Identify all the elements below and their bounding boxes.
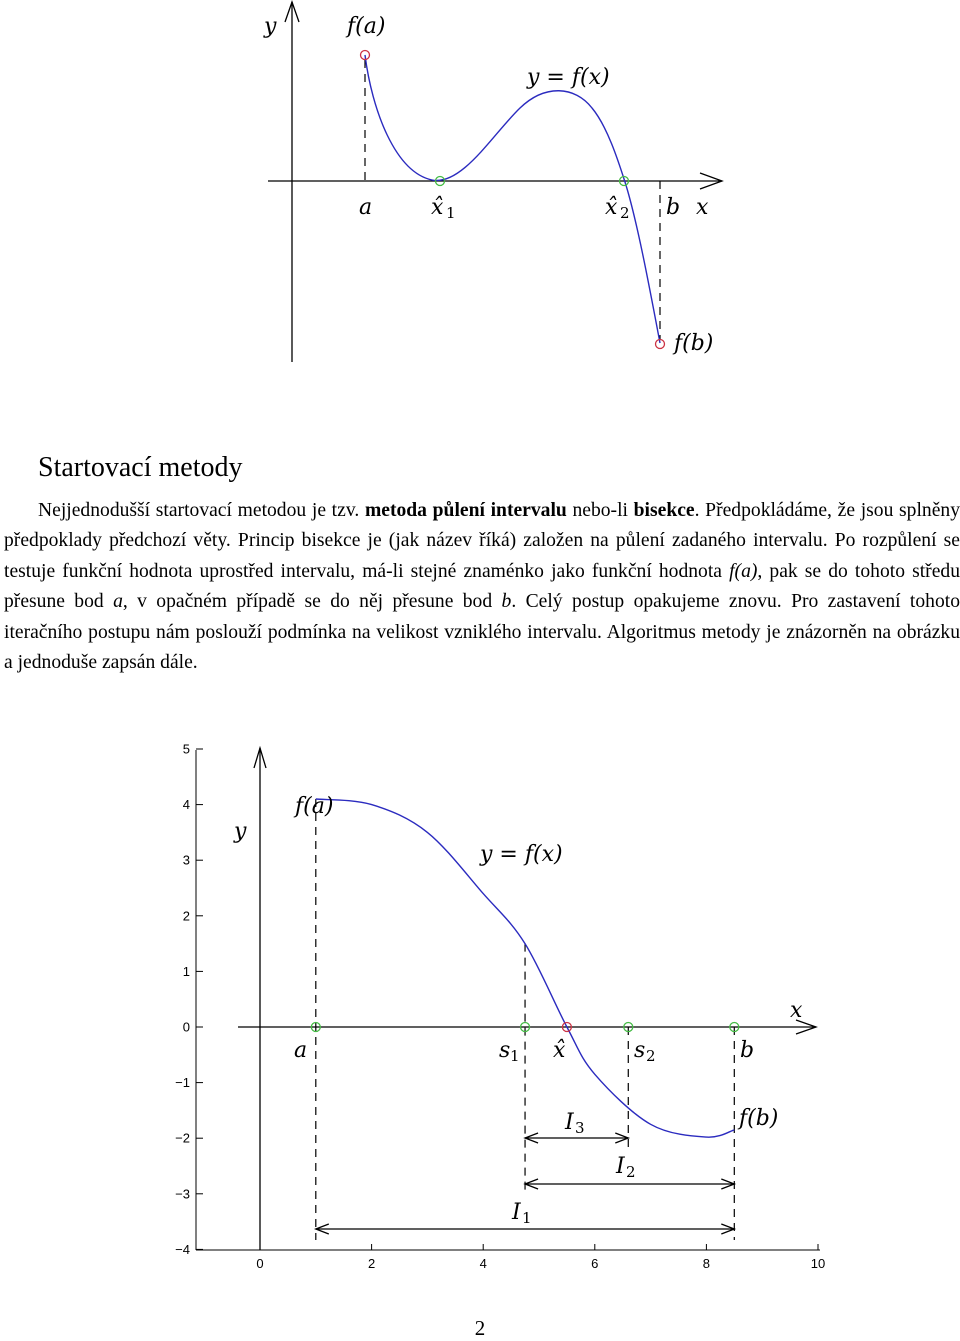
para-bold-method: metoda půlení intervalu bbox=[364, 500, 567, 521]
fig2-label-s1: s bbox=[499, 1038, 511, 1063]
page-number: 2 bbox=[474, 1316, 486, 1340]
body-paragraph bbox=[4, 496, 960, 678]
fig2-label-s2-sub: 2 bbox=[646, 1047, 656, 1065]
fig2-label-fb: f(b) bbox=[739, 1106, 779, 1131]
fig2-label-s1-sub: 1 bbox=[510, 1047, 520, 1065]
fig1-label-xhat1-sub: 1 bbox=[446, 204, 456, 222]
fig1-label-xhat1: x̂ bbox=[431, 195, 444, 220]
fig2-label-y: y bbox=[234, 819, 247, 844]
fig2-x-tick-label: 6 bbox=[591, 1256, 599, 1271]
fig2-y-tick-label: 2 bbox=[182, 908, 190, 924]
fig2-y-tick-label: −3 bbox=[175, 1186, 190, 1202]
para-text-2: nebo-li bbox=[566, 500, 634, 521]
fig2-x-tick-label: 8 bbox=[702, 1256, 711, 1271]
para-text-6: . Celý postup opakujeme znovu. Pro zastavení tohoto iteračního postupu nám poslouží podmínka na velikost vzniklého intervalu. Algoritmus metody je znázorněn na obrázku a jednoduše zapsán dále. bbox=[4, 591, 960, 674]
fig1-label-fa: f(a) bbox=[347, 14, 386, 39]
figure-1 bbox=[0, 0, 960, 380]
fig2-x-ticks bbox=[256, 1244, 825, 1271]
fig2-label-I2: I bbox=[616, 1154, 625, 1179]
figure-2-bisection bbox=[0, 740, 960, 1300]
fig2-label-x: x bbox=[790, 998, 803, 1023]
fig2-label-I1: I bbox=[512, 1200, 521, 1225]
fig2-y-tick-label: −4 bbox=[175, 1241, 190, 1257]
fig1-label-y: y bbox=[264, 14, 277, 39]
fig1-label-a: a bbox=[359, 195, 373, 220]
fig2-label-I3-sub: 3 bbox=[575, 1119, 585, 1137]
fig2-x-tick-label: 2 bbox=[367, 1256, 376, 1271]
fig1-label-x: x bbox=[696, 195, 709, 220]
para-text-3: . Předpokládáme, že jsou splněny předpoklady předchozí věty. Princip bisekce je (jak název říká) založen na půlení zadaného intervalu. Po rozpůlení se testuje funkční hodnota uprostřed intervalu, má-li stejné znaménko jako funkční hodnota bbox=[4, 500, 960, 582]
fig2-y-tick-label: −2 bbox=[175, 1130, 190, 1146]
para-math-b: b bbox=[501, 591, 512, 613]
fig1-label-xhat2-sub: 2 bbox=[620, 204, 630, 222]
fig2-y-tick-label: 3 bbox=[182, 852, 190, 868]
fig2-y-tick-label: −1 bbox=[175, 1075, 190, 1091]
fig2-label-s2: s bbox=[634, 1038, 646, 1063]
fig1-label-fb: f(b) bbox=[674, 331, 714, 356]
fig2-label-a: a bbox=[294, 1038, 308, 1063]
para-text-5: , v opačném případě se do něj přesune bod bbox=[122, 591, 502, 613]
fig2-y-tick-label: 5 bbox=[182, 741, 190, 757]
fig1-label-b: b bbox=[666, 195, 681, 220]
fig2-label-b: b bbox=[740, 1038, 755, 1063]
para-math-a: a bbox=[113, 591, 123, 613]
fig1-label-curve: y = f(x) bbox=[527, 65, 610, 90]
fig2-label-fa: f(a) bbox=[295, 794, 334, 819]
fig2-label-I3: I bbox=[565, 1110, 574, 1135]
fig2-label-xhat: x̂ bbox=[553, 1038, 566, 1063]
fig2-y-tick-label: 1 bbox=[182, 963, 190, 979]
section-title: Startovací metody bbox=[38, 452, 243, 483]
para-bold-bisection: bisekce bbox=[633, 500, 695, 521]
para-text-1: Nejjednodušší startovací metodou je tzv. bbox=[38, 500, 365, 521]
para-math-fa: f(a) bbox=[729, 560, 758, 582]
fig1-label-xhat2: x̂ bbox=[605, 195, 618, 220]
fig2-x-tick-label: 0 bbox=[256, 1256, 264, 1271]
fig2-y-tick-label: 0 bbox=[182, 1019, 190, 1035]
fig2-y-ticks bbox=[175, 742, 203, 1257]
fig2-label-curve: y = f(x) bbox=[480, 842, 563, 867]
fig2-label-I1-sub: 1 bbox=[522, 1209, 532, 1227]
fig2-y-tick-label: 4 bbox=[182, 797, 190, 813]
fig2-x-tick-label: 10 bbox=[810, 1256, 826, 1271]
fig2-label-I2-sub: 2 bbox=[626, 1163, 636, 1181]
fig2-x-tick-label: 4 bbox=[479, 1256, 487, 1271]
para-text-4: , pak se do tohoto středu přesune bod bbox=[4, 560, 960, 613]
